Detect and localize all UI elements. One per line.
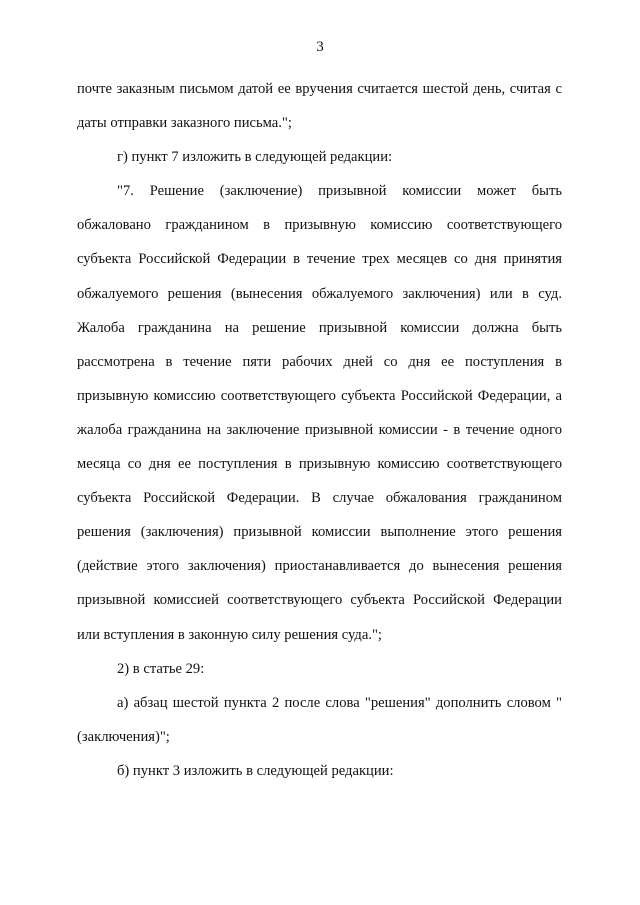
paragraph-quoted-clause-7: "7. Решение (заключение) призывной комиссии может быть обжаловано гражданином в призывную комиссию соответствующего субъекта Российской Федерации в течение трех месяцев со дня принятия обжалуемого решения (вынесения обжалуемого заключения) или в суд. Жалоба гражданина на решение призывной комиссии должна быть рассмотрена в течение пяти рабочих дней со дня ее поступления в призывную комиссию соответствующего субъекта Российской Федерации, а жалоба гражданина на заключение призывной комиссии - в течение одного месяца со дня ее поступления в призывную комиссию соответствующего субъекта Российской Федерации. В случае обжалования гражданином решения (заключения) призывной комиссии выполнение этого решения (действие этого заключения) приостанавливается до вынесения решения призывной комиссией соответствующего субъекта Российской Федерации или вступления в законную силу решения суда.";	[77, 183, 562, 643]
paragraph-continuation: почте заказным письмом датой ее вручения считается шестой день, считая с даты отправки заказного письма.";	[77, 81, 562, 132]
paragraph-item-2: 2) в статье 29:	[117, 660, 205, 677]
paragraph-item-b: б) пункт 3 изложить в следующей редакции:	[117, 762, 394, 779]
paragraph-item-a: а) абзац шестой пункта 2 после слова "решения" дополнить словом "(заключения)";	[77, 694, 562, 745]
paragraph-item-g: г) пункт 7 изложить в следующей редакции:	[117, 149, 393, 166]
document-body	[77, 72, 562, 788]
page-number: 3	[316, 39, 324, 55]
